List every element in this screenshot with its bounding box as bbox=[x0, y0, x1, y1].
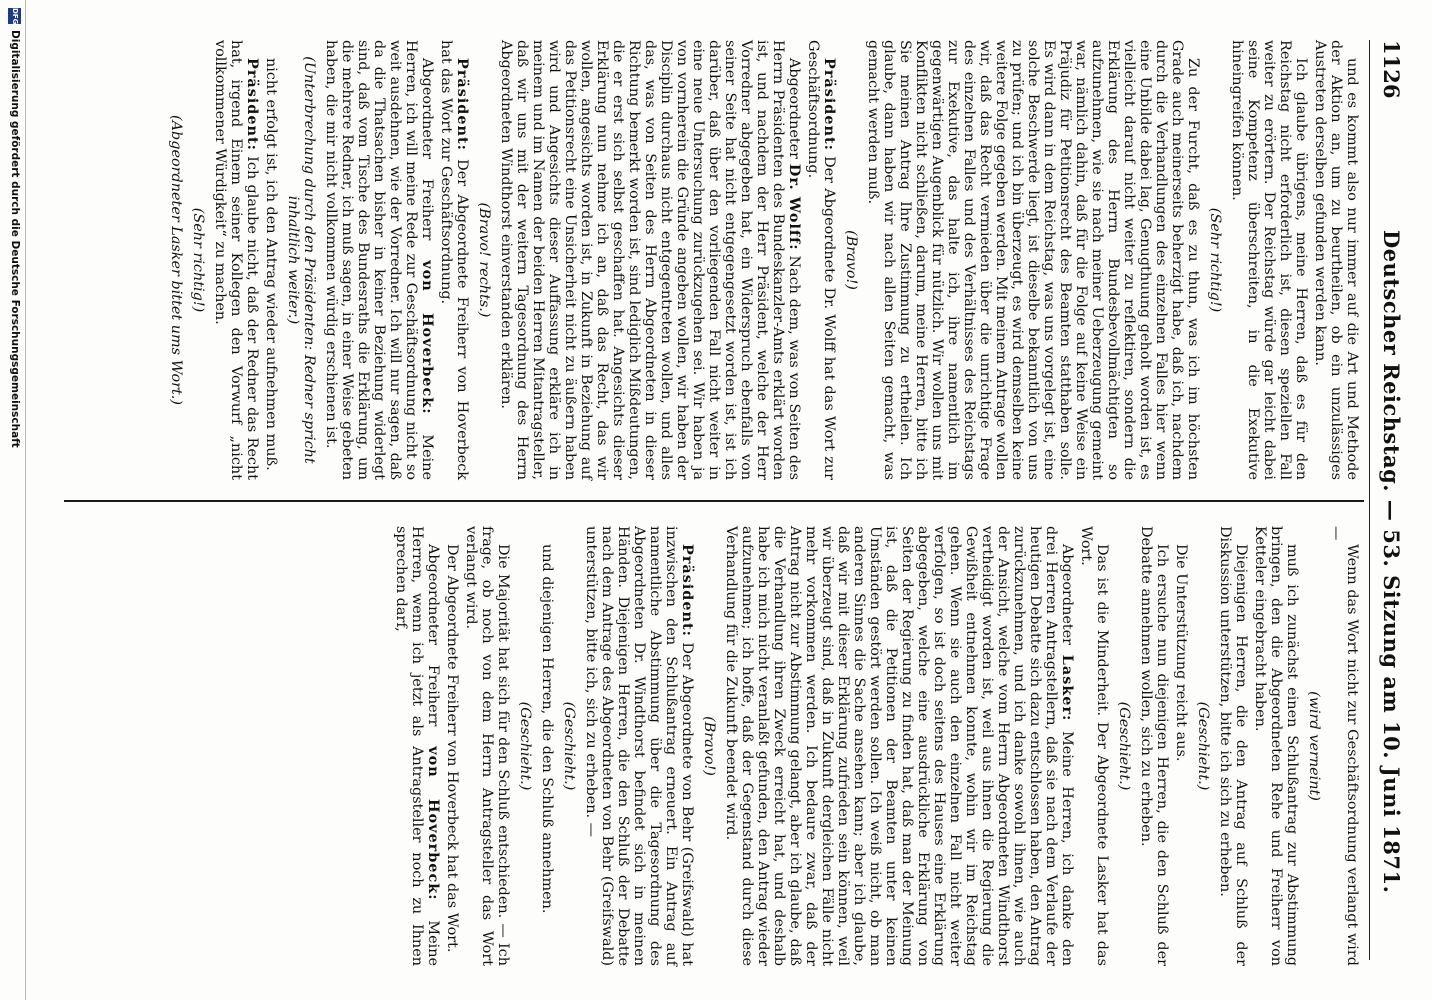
digitization-credit: Digitalisierung gefördert durch die Deutsche Forschungsgemeinschaft bbox=[9, 30, 21, 448]
paragraph: Präsident: Ich glaube nicht, daß der Redner das Recht hat, irgend Einem seiner Kollegen den Vorwurf „nicht vollkommener Würdigkeit“ zu machen. bbox=[212, 40, 261, 480]
paragraph: Ich glaube übrigens, meine Herren, daß es für den Reichstag nicht erforderlich ist, diesen speziellen Fall weiter zu erörtern. Der Reichstag würde gar leicht dabei seine Kompetenz überschreiten, in die Exekutive hineingreifen können. bbox=[1229, 40, 1309, 480]
paragraph: Präsident: Der Abgeordnete Freiherr von Hoverbeck hat das Wort zur Geschäftsordnung. bbox=[438, 40, 471, 480]
paragraph: Abgeordneter Freiherr von Hoverbeck: Meine Herren, wenn ich jetzt als Antragsteller noch zu Ihnen sprechen darf, bbox=[393, 526, 442, 966]
stage-direction: (Geschieht.) bbox=[1116, 701, 1132, 791]
stage-direction: (Sehr richtig!) bbox=[1207, 207, 1223, 313]
paragraph: Abgeordneter Freiherr von Hoverbeck: Meine Herren, ich will meine Rede zur Geschäftsordnung nicht so weit ausdehnen, wie der Vorredner. Ich will nur sagen, daß da die Thatsachen bisher in keiner Beziehung widerlegt sind, daß vom Tische des Bundesraths die Erklärung, um die mehrere Redner, ich muß sagen, in einer Weise gebeten haben, die mir nicht vollkommen würdig erschienen ist. bbox=[323, 40, 436, 480]
paragraph: und diejenigen Herren, die den Schluß annehmen. bbox=[539, 544, 555, 914]
page-header bbox=[1369, 40, 1410, 960]
stage-direction: (Unterbrechung durch den Präsidenten: Redner spricht inhaltlich weiter.) bbox=[285, 56, 317, 464]
running-head: Deutscher Reichstag. — 53. Sitzung am 10. Juni 1871. bbox=[1379, 230, 1404, 894]
stage-direction: (Geschieht.) bbox=[517, 701, 533, 791]
left-text-column bbox=[162, 40, 1360, 480]
stage-direction: (Geschieht.) bbox=[1195, 701, 1211, 791]
dfg-logo-icon: DFG bbox=[8, 8, 21, 24]
paragraph: Ich ersuche nun diejenigen Herren, die den Schluß der Debatte annehmen wollen, sich zu erheben. bbox=[1138, 526, 1170, 966]
paragraph: Das ist die Minderheit. Der Abgeordnete Lasker hat das Wort. bbox=[1078, 526, 1110, 966]
stage-direction: (Abgeordneter Lasker bittet ums Wort.) bbox=[168, 115, 184, 405]
stage-direction: (Sehr richtig!) bbox=[190, 207, 206, 313]
right-text-column bbox=[390, 526, 1360, 966]
paragraph: Diejenigen Herren, die den Antrag auf Schluß der Diskussion unterstützen, bitte ich sich zu erheben. bbox=[1217, 526, 1249, 966]
digitization-footer bbox=[3, 0, 26, 1000]
paragraph: Abgeordneter Lasker: Meine Herren, ich danke den drei Herren Antragstellern, daß sie nach dem Verlaufe der heutigen Debatte sich dazu entschlossen haben, den Antrag zurückzunehmen, und ich danke sowohl ihnen, wie auch der Ansicht, welche vom Herrn Abgeordneten Windthorst vertheidigt worden ist, weil aus ihnen die Regierung die Gewißheit entnehmen konnte, wohin wir im Reichstag gehen. Wenn sie auch den einzelnen Fall nicht weiter verfolgen, so ist doch seitens des Hauses eine Erklärung abgegeben, welche eine ausdrückliche Erklärung von Seiten der Regierung zu finden hat, daß man der Meinung ist, daß die Petitionen der Beamten unter keinen Umständen gestört werden sollen. Ich weiß nicht, ob man anderen Sinnes die Sache ansehen kann; aber ich glaube, daß wir mit dieser Erklärung zufrieden sein können, weil wir überzeugt sind, daß in Zukunft dergleichen Fälle nicht mehr vorkommen werden. Ich bedaure zwar, daß der Antrag nicht zur Abstimmung gelangt, aber ich glaube, daß die Verhandlung ihren Zweck erreicht hat, und deshalb habe ich mich nicht veranlaßt gefunden, den Antrag wieder aufzunehmen; ich hoffe, daß der Gegenstand durch diese Verhandlung für die Zukunft beendet wird. bbox=[723, 526, 1076, 966]
column-divider bbox=[64, 500, 1364, 502]
stage-direction: (Bravo!) bbox=[843, 230, 859, 290]
stage-direction: (Geschieht.) bbox=[561, 701, 577, 791]
stage-direction: (wird verneint) bbox=[1306, 691, 1322, 801]
paragraph: Zu der Furcht, daß es zu thun, was ich im höchsten Grade auch meinerseits beherzigt habe, daß ich, nachdem durch die Verhandlungen des einzelnen Falles hier wenn eine Unbilde dabei lag, Genugthuung geholt worden ist, es vielleicht darauf nicht weiter zu reflektiren, sondern die Erklärung des Herrn Bundesbevollmächtigten so aufzunehmen, wie sie nach meiner Ueberzeugung gemeint war, nämlich dahin, daß für die Folge auf keine Weise ein Präjudiz für Petitionsrecht des Beamten statthaben solle. Es wird dann in dem Reichstag, was uns vorgelegt ist, eine solche Beschwerde liegt, ist dieselbe bekanntlich von uns zu prüfen; und ich bin überzeugt, es wird demselben keine weitere Folge gegeben werden. Mit meinem Antrage wollen wir, daß das Recht vermieden über die unrichtige Frage des einzelnen Falles und des Verhältnisses des Reichstags zur Exekutive, das halte ich, ihre namentlich im gegenwärtigen Augenblick für nützlich. Wir wollen uns mit Konflikten nicht schließen, darum, meine Herren, bitte ich Sie meinen Antrag Ihre Zustimmung zu ertheilen. Ich glaube, dann haben wir nach allen Seiten gemacht, was gemacht werden muß. bbox=[865, 40, 1201, 480]
paragraph: Wenn das Wort nicht zur Geschäftsordnung verlangt wird — bbox=[1328, 526, 1360, 966]
paragraph: Der Abgeordnete Freiherr von Hoverbeck hat das Wort. bbox=[444, 544, 460, 953]
paragraph: Die Majorität hat sich für den Schluß entschieden. — Ich frage, ob noch von dem Herrn Antragsteller das Wort verlangt wird. bbox=[463, 526, 511, 966]
stage-direction: (Bravo!) bbox=[701, 716, 717, 776]
paragraph: und es kommt also nur immer auf die Art und Methode der Aktion an, um zu beurtheilen, ob ein unzulässiges Austreten derselben gefunden werden kann. bbox=[1312, 40, 1360, 480]
stage-direction: (Bravo! rechts.) bbox=[476, 202, 492, 318]
paragraph: Präsident: Der Abgeordnete von Behr (Greifswald) hat inzwischen den Schlußantrag erneuert. Ein Antrag auf namentliche Abstimmung über die Tagesordnung des Abgeordneten Dr. Windthorst befindet sich in meinen Händen. Diejenigen Herren, die den Schluß der Debatte nach dem Antrage des Abgeordneten von Behr (Greifswald) unterstützen, bitte ich, sich zu erheben. — bbox=[583, 526, 696, 966]
paragraph: Die Unterstützung reicht aus. bbox=[1173, 544, 1189, 762]
paragraph: Abgeordneter Dr. Wolff: Nach dem, was von Seiten des Herrn Präsidenten des Bundeskanzler-Amts erklärt worden ist, und nachdem der Herr Präsident, welche der Herr Vorredner abgegeben hat, ein Widerspruch ebenfalls von seiner Seite hat nicht entgegengesetzt worden ist, ist ich darüber, daß über den vorliegenden Fall nicht weiter in eine neue Untersuchung zurückzugehen sei. Wir haben ja von vornherein die Gründe angeben wollen, wir haben der Disciplin durchaus nicht entgegentreten wollen, und alles das, was von Seiten des Herrn Abgeordneten in dieser Richtung bemerkt worden ist, sind lediglich Mißdeutungen, die er erst sich selbst geschaffen hat. Angesichts dieser Erklärung nun nehme ich an, daß das Recht, das wir wollen, angesichts worden ist, in Zukunft in Beziehung auf das Petitionsrecht eine Unsicherheit nicht zu äußern haben wird und Angesichts dieser Auffassung erkläre ich in meinem und im Namen der beiden Herren Mitantragsteller, daß wir uns mit der weitern Tagesordnung des Herrn Abgeordneten Windthorst einverstanden erklären. bbox=[498, 40, 803, 480]
paragraph: muß ich zunächst einen Schlußantrag zur Abstimmung bringen, den die Abgeordneten Rehe und Freiherr von Ketteler eingebracht haben. bbox=[1252, 526, 1300, 966]
page-number: 1126 bbox=[1379, 40, 1404, 99]
paragraph: nicht erfolgt ist, ich den Antrag wieder aufnehmen muß. bbox=[263, 58, 279, 471]
paragraph: Präsident: Der Abgeordnete Dr. Wolff hat das Wort zur Geschäftsordnung. bbox=[805, 40, 838, 480]
